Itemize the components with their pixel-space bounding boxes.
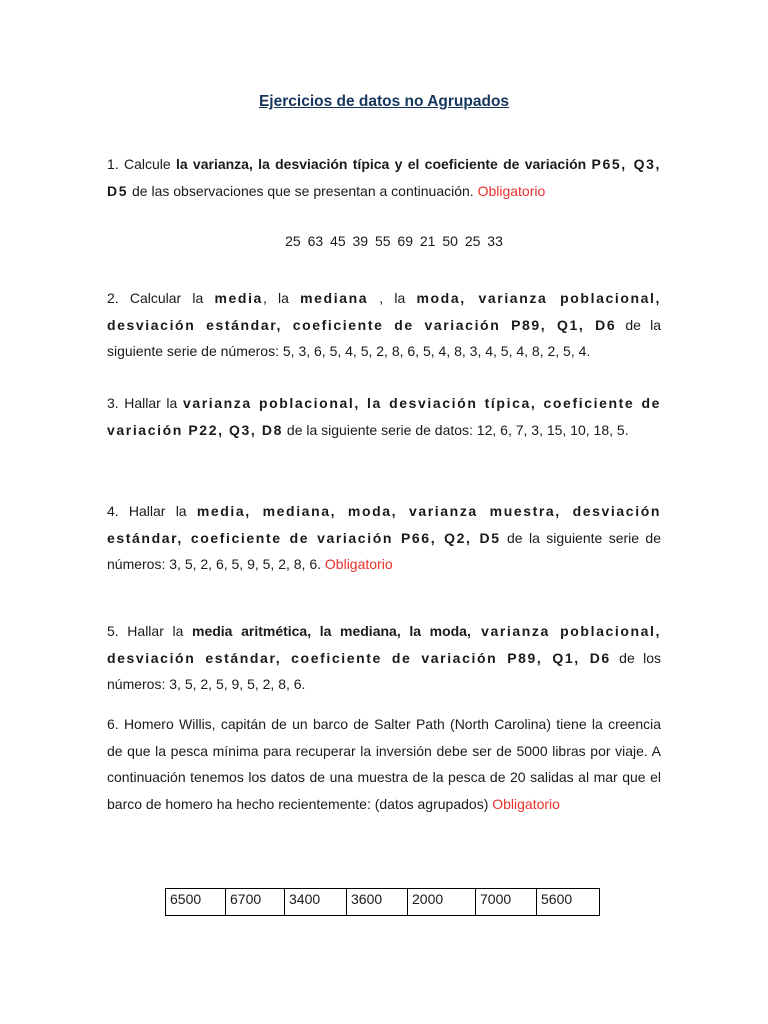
exercise-2-text-3: de la siguiente serie de números: 5, 3, 6, 5, 4, 5, 2, 8, 6, 5, 4, 8, 3, 4, 5, 4, 8, 2, 5, 4.: [107, 316, 662, 359]
exercise-5: [107, 618, 661, 698]
exercise-4-bold: media, mediana, moda, varianza muestra, desviación estándar, coeficiente de variación P66, Q2, D5: [107, 503, 661, 546]
page-title: Ejercicios de datos no Agrupados: [258, 93, 510, 110]
exercise-1: [107, 151, 661, 204]
obligatorio-label: Obligatorio: [492, 795, 560, 812]
exercise-6: [107, 711, 661, 817]
exercise-5-number: 5. Hallar la: [107, 623, 192, 639]
exercise-3-text: de la siguiente serie de datos: 12, 6, 7, 3, 15, 10, 18, 5.: [283, 421, 629, 438]
table-cell: 2000: [408, 889, 476, 916]
exercise-1-number: 1. Calcule: [107, 156, 176, 172]
table-cell: 7000: [476, 889, 537, 916]
table-cell: 6700: [226, 889, 285, 916]
exercise-4-text: de la siguiente serie de números: 3, 5, 2, 6, 5, 9, 5, 2, 8, 6.: [107, 529, 661, 572]
table-cell: 3600: [347, 889, 408, 916]
exercise-4: [107, 498, 661, 578]
table-row: [166, 889, 600, 916]
exercise-2-bold-mediana: mediana: [300, 290, 369, 306]
exercise-2: [107, 285, 661, 365]
exercise-4-number: 4. Hallar la: [107, 503, 197, 519]
exercise-6-text: 6. Homero Willis, capitán de un barco de Salter Path (North Carolina) tiene la creencia de que la pesca mínima para recuperar la inversión debe ser de 5000 libras por viaje. A continuación tenemos los datos de una muestra de la pesca de 20 salidas al mar que el barco de homero ha hecho recientemente: (datos agrupados): [107, 716, 661, 812]
exercise-2-number: 2. Calcular la: [107, 290, 215, 306]
exercise-2-bold-media: media: [214, 290, 263, 306]
exercise-2-text-1: , la: [262, 290, 301, 306]
exercise-1-bold: la varianza, la desviación típica y el coeficiente de variación: [175, 156, 587, 172]
exercise-3: [107, 390, 661, 443]
exercise-2-text-2: , la: [368, 290, 417, 306]
obligatorio-label: Obligatorio: [324, 556, 393, 572]
data-table: [165, 888, 600, 916]
exercise-1-bold-codes: P65, Q3, D5: [107, 156, 661, 199]
exercise-5-bold-1: media aritmética, la mediana, la moda,: [192, 623, 471, 639]
obligatorio-label: Obligatorio: [477, 182, 546, 199]
table-cell: 6500: [166, 889, 226, 916]
exercise-5-text: de los números: 3, 5, 2, 5, 9, 5, 2, 8, 6.: [107, 649, 662, 692]
exercise-2-bold-measures: moda, varianza poblacional, desviación estándar, coeficiente de variación P89, Q1, D6: [107, 290, 661, 333]
table-cell: 3400: [285, 889, 347, 916]
exercise-1-series: 25 63 45 39 55 69 21 50 25 33: [285, 233, 503, 249]
table-cell: 5600: [537, 889, 600, 916]
exercise-1-text: de las observaciones que se presentan a continuación.: [128, 182, 478, 199]
exercise-3-bold: varianza poblacional, la desviación típica, coeficiente de variación P22, Q3, D8: [107, 395, 661, 438]
exercise-5-bold-2: varianza poblacional, desviación estándar, coeficiente de variación P89, Q1, D6: [107, 623, 662, 666]
exercise-3-number: 3. Hallar la: [107, 395, 183, 411]
